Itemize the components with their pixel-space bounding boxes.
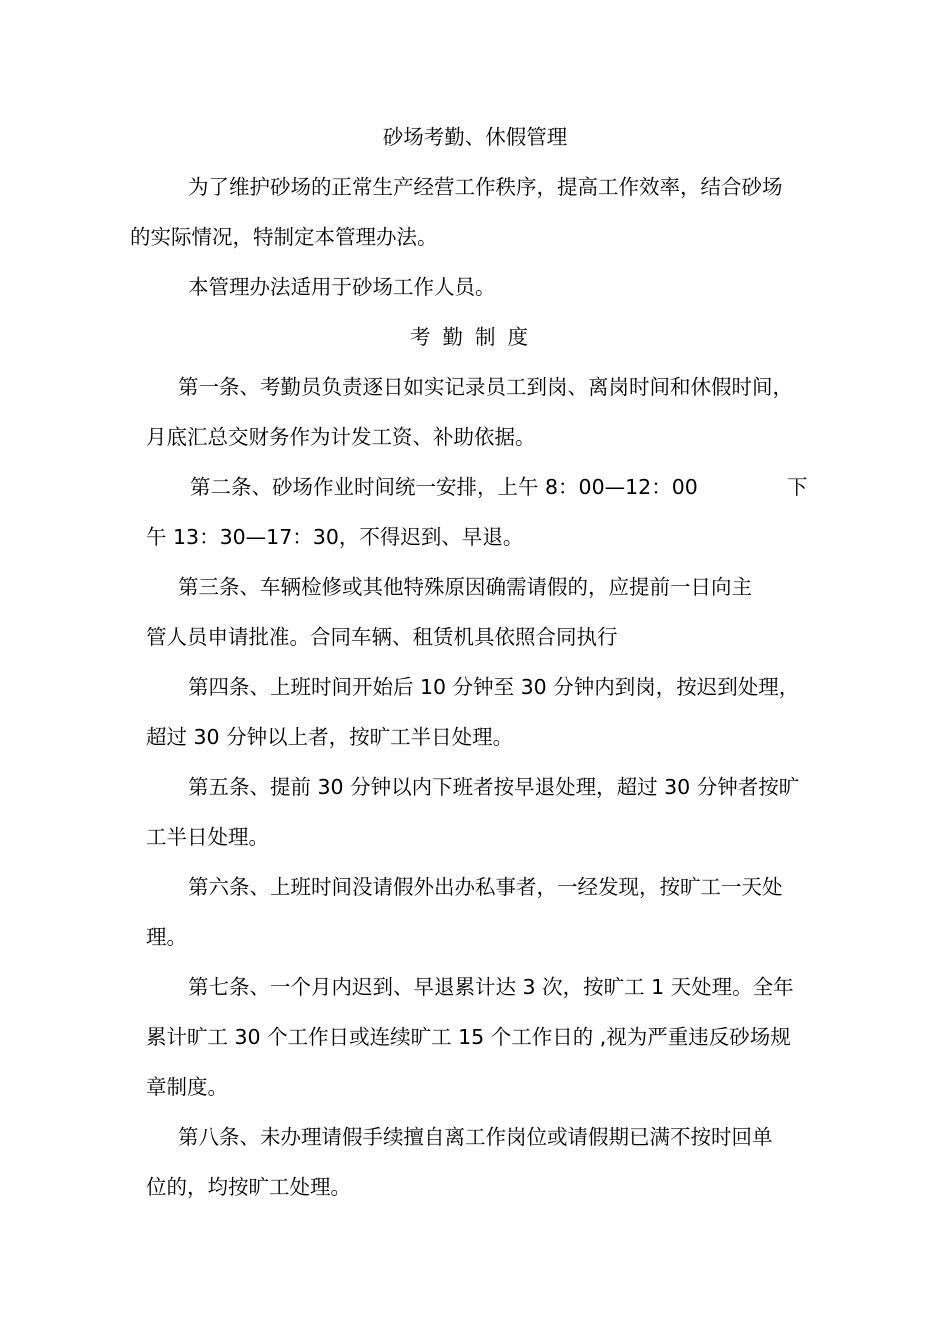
article-5-line: 第五条、提前 30 分钟以内下班者按早退处理，超过 30 分钟者按旷 — [188, 775, 800, 799]
intro-line: 的实际情况，特制定本管理办法。 — [130, 225, 438, 249]
article-3-line: 第三条、车辆检修或其他特殊原因确需请假的，应提前一日向主 — [178, 575, 752, 599]
article-1-line: 第一条、考勤员负责逐日如实记录员工到岗、离岗时间和休假时间， — [178, 375, 793, 399]
article-6-line: 理。 — [146, 925, 187, 949]
article-7-line: 第七条、一个月内迟到、早退累计达 3 次，按旷工 1 天处理。全年 — [188, 975, 794, 999]
article-5-line: 工半日处理。 — [146, 825, 269, 849]
page-title: 砂场考勤、休假管理 — [382, 125, 568, 149]
article-1-line: 月底汇总交财务作为计发工资、补助依据。 — [146, 425, 536, 449]
article-7-line: 章制度。 — [146, 1075, 228, 1099]
article-7-line: 累计旷工 30 个工作日或连续旷工 15 个工作日的 ,视为严重违反砂场规 — [146, 1025, 791, 1049]
intro-line: 为了维护砂场的正常生产经营工作秩序，提高工作效率，结合砂场 — [188, 175, 783, 199]
section-title: 考勤制度 — [410, 325, 540, 349]
article-6-line: 第六条、上班时间没请假外出办私事者，一经发现，按旷工一天处 — [188, 875, 783, 899]
article-4-line: 第四条、上班时间开始后 10 分钟至 30 分钟内到岗，按迟到处理， — [188, 675, 800, 699]
article-2-line: 第二条、砂场作业时间统一安排，上午 8：00—12：00 — [190, 475, 698, 499]
article-2-line-tail: 下 — [787, 475, 808, 499]
article-2-line: 午 13：30—17：30，不得迟到、早退。 — [146, 525, 524, 549]
article-8-line: 位的，均按旷工处理。 — [146, 1175, 351, 1199]
scope-line: 本管理办法适用于砂场工作人员。 — [188, 275, 496, 299]
article-8-line: 第八条、未办理请假手续擅自离工作岗位或请假期已满不按时回单 — [178, 1125, 773, 1149]
article-4-line: 超过 30 分钟以上者，按旷工半日处理。 — [146, 725, 514, 749]
article-3-line: 管人员申请批准。合同车辆、租赁机具依照合同执行 — [146, 625, 618, 649]
